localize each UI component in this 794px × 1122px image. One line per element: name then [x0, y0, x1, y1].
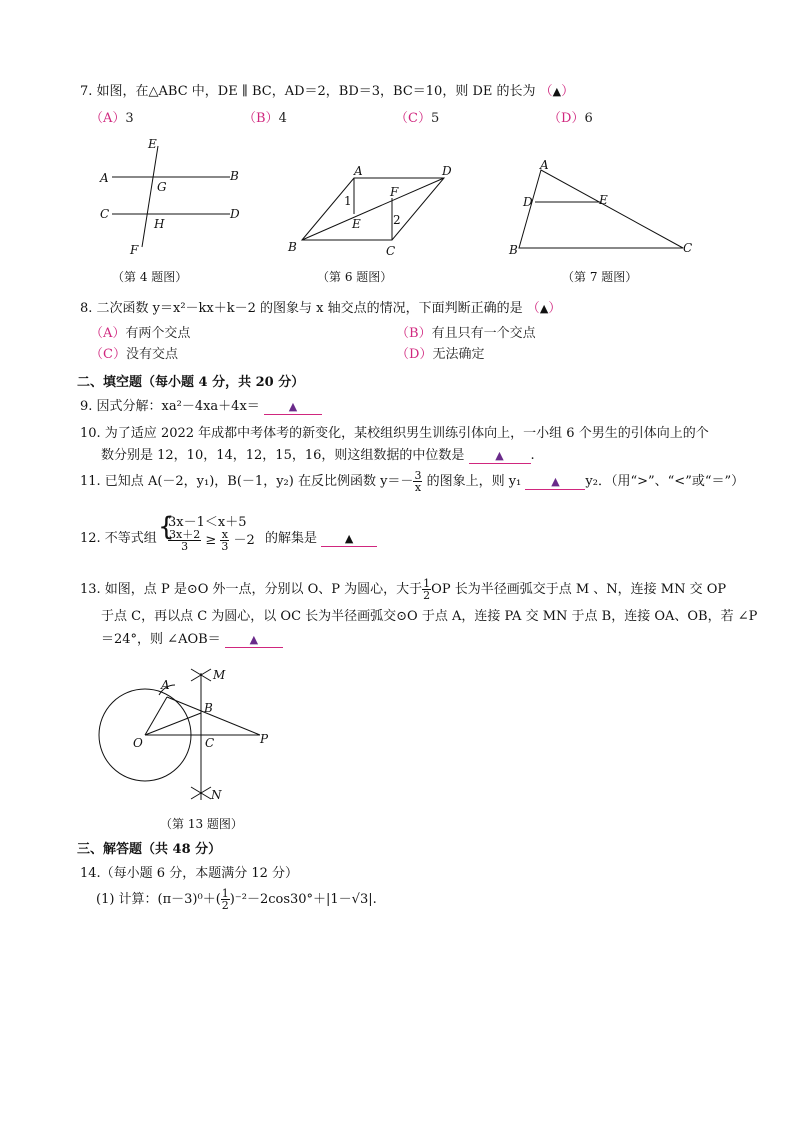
q13-fraction [422, 578, 431, 601]
q10-line2-text: 数分别是 12，10，14，12，15，16，则这组数据的中位数是 [101, 448, 465, 463]
q11-mid: 的图象上，则 y₁ [426, 474, 522, 489]
q12-ineq2-mid: ≥ [205, 533, 217, 548]
fig7-label-A: A [540, 158, 549, 172]
q11-answer-mark: ▲ [551, 475, 560, 488]
fig6-label-E: E [352, 217, 361, 231]
q8-option-d-text: 无法确定 [432, 347, 485, 362]
q12-post-text: 的解集是 [265, 531, 318, 546]
fig7-label-B: B [509, 243, 518, 257]
q13-frac-num: 1 [423, 577, 431, 590]
q12-ineq2 [168, 529, 255, 552]
q8-answer-paren: （▲） [526, 301, 562, 316]
q11 [80, 470, 744, 493]
q12-answer-blank[interactable] [321, 531, 377, 547]
q12-ineq2-num: 3x＋2 [169, 528, 201, 541]
q7-stem-text: 7. 如图，在△ABC 中，DE ∥ BC，AD＝2，BD＝3，BC＝10，则 DE 的长为 [80, 84, 536, 99]
fig7-label-E: E [599, 193, 608, 207]
q11-frac-den: x [414, 481, 422, 494]
q7-option-d-label: （D） [548, 111, 585, 126]
q13-line3-text: ＝24°，则 ∠AOB＝ [101, 632, 221, 647]
q14-part1-post: )⁻²－2cos30°＋|1－√3|. [229, 892, 377, 907]
fig4-label-F: F [130, 243, 139, 257]
q12-ineq2-left-frac [168, 529, 201, 552]
q8-option-b-text: 有且只有一个交点 [431, 326, 536, 341]
q7-option-b-text: 4 [278, 111, 287, 126]
q8-option-a[interactable] [90, 322, 190, 341]
q8-option-a-label: （A） [90, 326, 126, 341]
q14-part1 [96, 888, 377, 911]
q7-option-a-text: 3 [125, 111, 134, 126]
q14-part1-fraction [221, 888, 230, 911]
q11-pre: 11. 已知点 A(－2，y₁)，B(－1，y₂) 在反比例函数 y＝－ [80, 474, 414, 489]
figure-4-caption: （第 4 题图） [112, 270, 188, 284]
q11-answer-blank[interactable] [525, 474, 585, 490]
q12-brace: { [158, 512, 175, 542]
q11-fraction [413, 470, 422, 493]
q9-answer-blank[interactable] [264, 399, 322, 415]
fig4-label-B: B [230, 169, 239, 183]
fig4-label-H: H [154, 217, 165, 231]
q13-line3 [101, 628, 283, 648]
fig6-label-A: A [354, 164, 363, 178]
q7-option-c-label: （C） [395, 111, 431, 126]
q12-post [265, 527, 377, 547]
q8-option-d[interactable] [396, 343, 484, 362]
q14-part1-frac-den: 2 [221, 899, 229, 912]
fig6-label-F: F [390, 185, 399, 199]
q10-answer-blank[interactable] [469, 448, 531, 464]
figure-6-diagram [282, 158, 467, 258]
q8-option-b-label: （B） [396, 326, 432, 341]
q7-option-b-label: （B） [243, 111, 279, 126]
q7-option-a[interactable] [90, 107, 134, 126]
q7-stem [80, 80, 574, 99]
q13-line1 [80, 578, 726, 601]
q8-option-b[interactable] [396, 322, 536, 341]
q8-option-a-text: 有两个交点 [125, 326, 191, 341]
q9-stem: 9. 因式分解：xa²－4xa＋4x＝ [80, 399, 260, 414]
q12-ineq1: 3x－1＜x＋5 [168, 515, 247, 530]
section-2-heading: 二、填空题（每小题 4 分，共 20 分） [77, 375, 305, 390]
q13-line1-a: 13. 如图，点 P 是⊙O 外一点，分别以 O、P 为圆心，大于 [80, 582, 423, 597]
q8-option-c-label: （C） [90, 347, 126, 362]
fig13-label-O: O [133, 736, 143, 750]
q13-answer-blank[interactable] [225, 632, 283, 648]
q12-ineq2-rden: 3 [221, 540, 229, 553]
fig13-label-N: N [211, 788, 222, 802]
fig6-label-C: C [386, 244, 396, 258]
q11-frac-num: 3 [414, 469, 422, 482]
fig4-label-A: A [100, 171, 109, 185]
q7-option-d-text: 6 [584, 111, 593, 126]
fig13-label-P: P [260, 732, 269, 746]
q14-part1-pre: (1) 计算：(π－3)⁰＋( [96, 892, 221, 907]
fig13-label-A: A [161, 678, 170, 692]
q12-ineq2-rnum: x [221, 528, 228, 541]
fig4-label-G: G [157, 180, 167, 194]
q8-stem [80, 297, 561, 316]
q7-option-c[interactable] [395, 107, 439, 126]
q11-post: y₂．（用“>”、“<”或“＝”） [585, 474, 745, 489]
q7-option-b[interactable] [243, 107, 287, 126]
q12-ineq2-tail: －2 [233, 533, 255, 548]
q7-option-c-text: 5 [430, 111, 440, 126]
q14-stem: 14.（每小题 6 分，本题满分 12 分） [80, 866, 299, 881]
q10-end-punct: . [530, 448, 535, 463]
q9 [80, 395, 322, 415]
q8-answer-mark: ▲ [539, 302, 549, 315]
fig6-label-B: B [288, 240, 297, 254]
fig7-label-D: D [523, 195, 533, 209]
q13-frac-den: 2 [423, 589, 431, 602]
q8-option-d-label: （D） [396, 347, 433, 362]
q8-option-c-text: 没有交点 [125, 347, 178, 362]
figure-6-caption: （第 6 题图） [317, 270, 393, 284]
q14-part1-frac-num: 1 [221, 887, 229, 900]
q12-ineq2-right-frac [220, 529, 229, 552]
fig4-label-D: D [230, 207, 240, 221]
q10-line2 [101, 444, 535, 464]
fig4-label-E: E [148, 137, 157, 151]
q12-ineq2-den: 3 [181, 540, 189, 553]
figure-7-diagram [505, 154, 700, 258]
q9-answer-mark: ▲ [288, 400, 298, 413]
fig13-label-B: B [204, 701, 213, 715]
fig6-label-D: D [442, 164, 452, 178]
figure-7-caption: （第 7 题图） [562, 270, 638, 284]
q7-option-d[interactable] [548, 107, 593, 126]
q10-answer-mark: ▲ [495, 449, 504, 462]
q8-option-c[interactable] [90, 343, 178, 362]
figure-13-diagram [95, 655, 295, 810]
q10-line1: 10. 为了适应 2022 年成都中考体考的新变化，某校组织男生训练引体向上，一小组 6 个男生的引体向上的个 [80, 426, 709, 441]
figure-4-diagram [90, 132, 260, 260]
fig4-label-C: C [100, 207, 110, 221]
q13-line1-b: OP 长为半径画弧交于点 M 、N，连接 MN 交 OP [431, 582, 727, 597]
q13-line2: 于点 C，再以点 C 为圆心，以 OC 长为半径画弧交⊙O 于点 A，连接 PA 交 MN 于点 B，连接 OA、OB，若 ∠P [101, 609, 758, 624]
q7-answer-paren: （▲） [539, 84, 575, 99]
fig13-label-M: M [213, 668, 226, 682]
fig7-label-C: C [683, 241, 693, 255]
section-3-heading: 三、解答题（共 48 分） [77, 842, 222, 857]
fig13-label-C: C [205, 736, 215, 750]
figure-13-caption: （第 13 题图） [160, 817, 243, 831]
q8-stem-text: 8. 二次函数 y＝x²－kx＋k－2 的图象与 x 轴交点的情况，下面判断正确的是 [80, 301, 523, 316]
q12-answer-mark: ▲ [344, 532, 354, 545]
q7-option-a-label: （A） [90, 111, 126, 126]
q13-answer-mark: ▲ [249, 633, 259, 646]
q12-pre: 12. 不等式组 [80, 531, 157, 546]
fig6-label-2: 2 [393, 213, 401, 227]
q7-answer-mark: ▲ [552, 85, 562, 98]
fig6-label-1: 1 [344, 194, 352, 208]
